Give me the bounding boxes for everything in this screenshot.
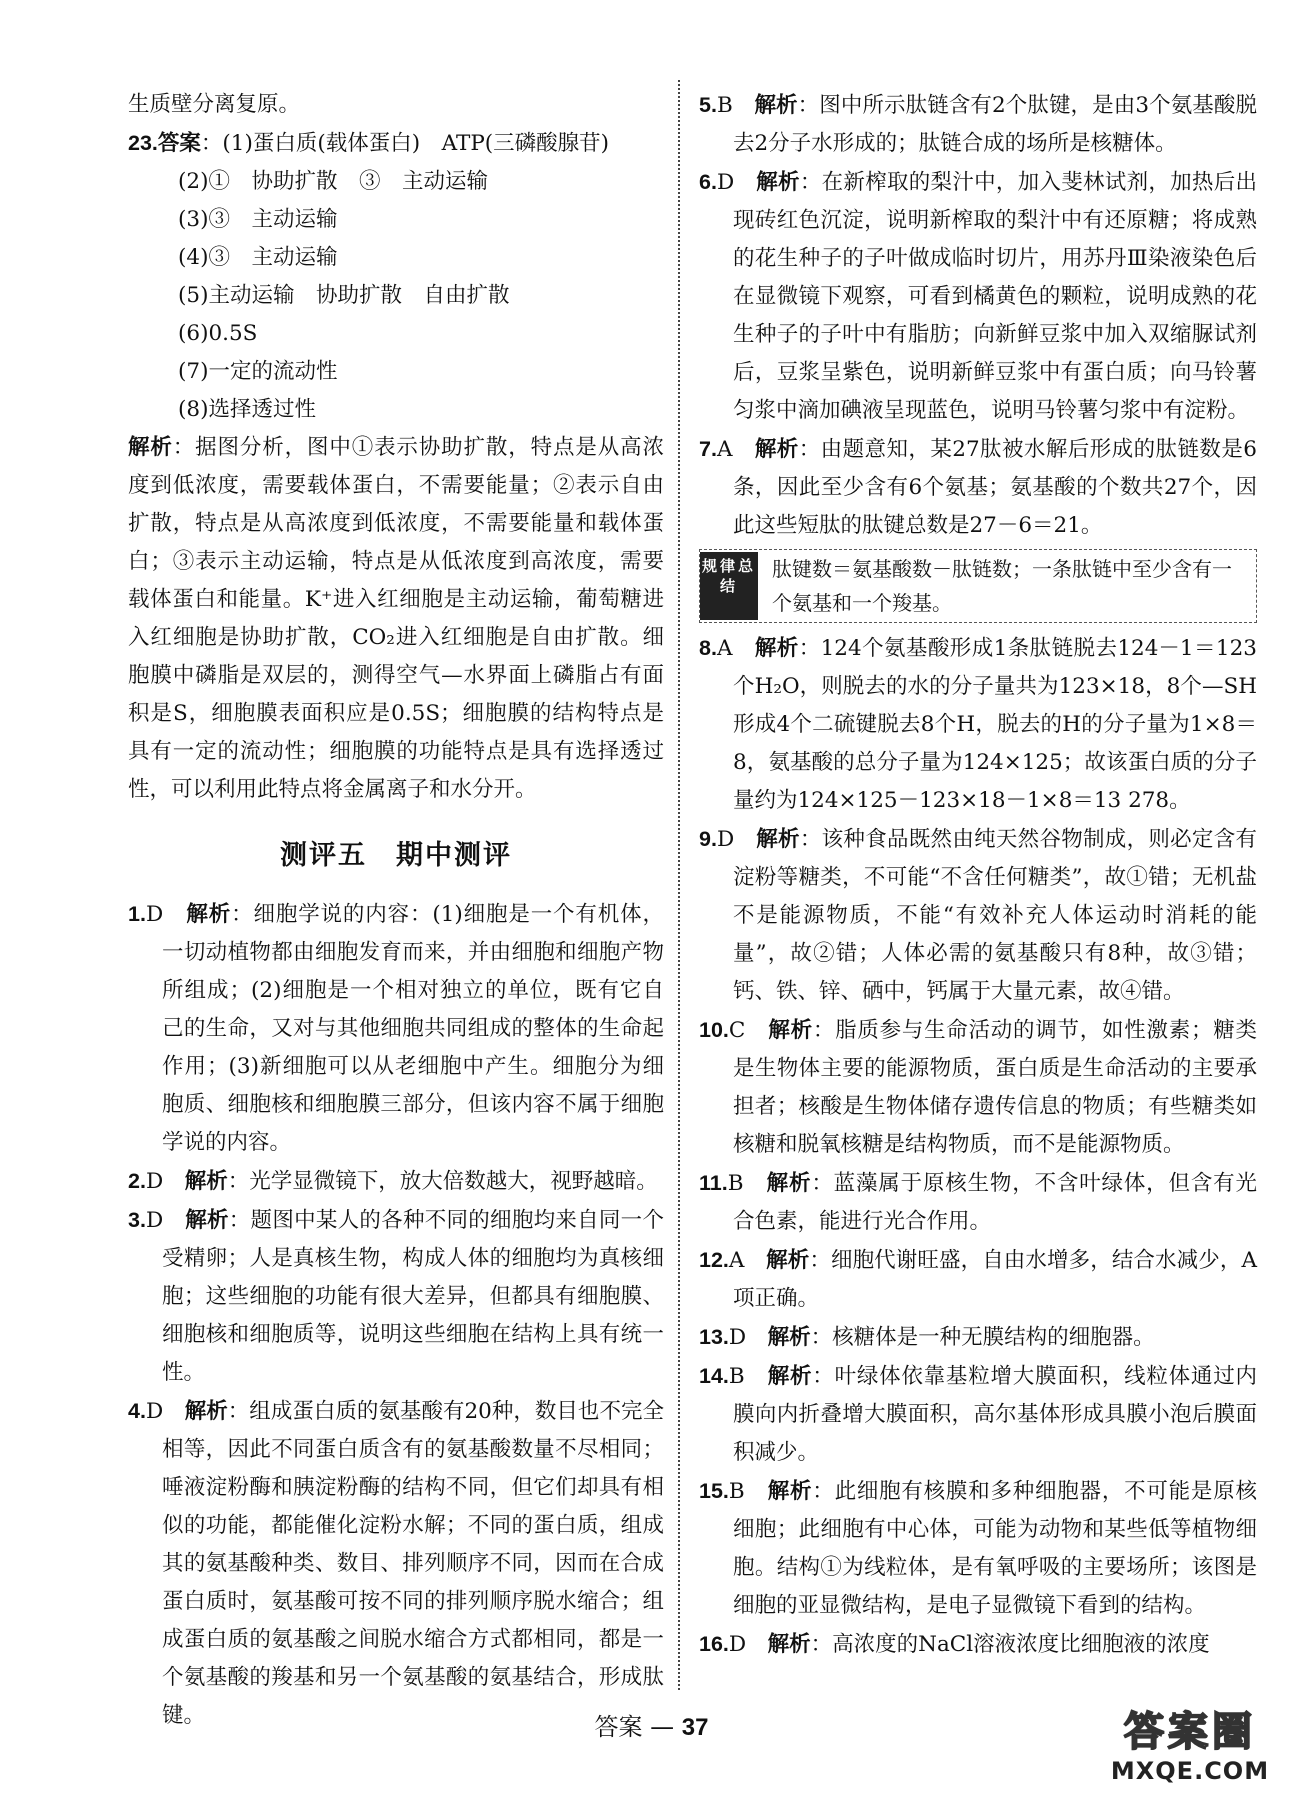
answer-item-5: 5.B 解析：图中所示肽链含有2个肽键，是由3个氨基酸脱去2分子水形成的；肽链合成的场所是核糖体。 — [699, 93, 1257, 156]
watermark-title: 答案圈 — [1124, 1709, 1256, 1755]
answer-item-4: 4.D 解析：组成蛋白质的氨基酸有20种，数目也不完全相等，因此不同蛋白质含有的氨基酸数量不尽相同；唾液淀粉酶和胰淀粉酶的结构不同，但它们却具有相似的功能，都能催化淀粉水解；不同的蛋白质，组成其的氨基酸种类、数目、排列顺序不同，因而在合成蛋白质时，氨基酸可按不同的排列顺序脱水缩合；组成蛋白质的氨基酸之间脱水缩合方式都相同，都是一个氨基酸的羧基和另一个氨基酸的氨基结合，形成肽键。 — [128, 1399, 664, 1728]
answer-item-16: 16.D 解析：高浓度的NaCl溶液浓度比细胞液的浓度 — [699, 1632, 1210, 1657]
answer-item: (5)主动运输 协助扩散 自由扩散 — [178, 283, 510, 308]
question-number: 23. — [128, 131, 158, 155]
answer-item-14: 14.B 解析：叶绿体依靠基粒增大膜面积，线粒体通过内膜向内折叠增大膜面积，高尔基体形成具膜小泡后膜面积减少。 — [699, 1364, 1257, 1465]
watermark-logo — [1085, 1708, 1295, 1794]
rule-summary-box — [699, 549, 1257, 623]
rule-summary-badge: 规律总结 — [700, 552, 758, 620]
answer-item-9: 9.D 解析：该种食品既然由纯天然谷物制成，则必定含有淀粉等糖类，不可能“不含任何糖类”，故①错；无机盐不是能源物质，不能“有效补充人体运动时消耗的能量”，故②错；人体必需的氨基酸只有8种，故③错；钙、铁、锌、硒中，钙属于大量元素，故④错。 — [699, 827, 1257, 1004]
answer-item-8: 8.A 解析：124个氨基酸形成1条肽链脱去124－1＝123个H₂O，则脱去的水的分子量共为123×18，8个—SH形成4个二硫键脱去8个H，脱去的H的分子量为1×8＝8，氨基酸的总分子量为124×125；故该蛋白质的分子量约为124×125－123×18－1×8＝13 278。 — [699, 636, 1257, 813]
answer-item-15: 15.B 解析：此细胞有核膜和多种细胞器，不可能是原核细胞；此细胞有中心体，可能为动物和某些低等植物细胞。结构①为线粒体，是有氧呼吸的主要场所；该图是细胞的亚显微结构，是电子显微镜下看到的结构。 — [699, 1479, 1257, 1618]
answer-item-1: 1.D 解析：细胞学说的内容：(1)细胞是一个有机体，一切动植物都由细胞发育而来，并由细胞和细胞产物所组成；(2)细胞是一个相对独立的单位，既有它自己的生命，又对与其他细胞共同组成的整体的生命起作用；(3)新细胞可以从老细胞中产生。细胞分为细胞质、细胞核和细胞膜三部分，但该内容不属于细胞学说的内容。 — [128, 902, 664, 1155]
footer-label: 答案 — — [594, 1713, 675, 1741]
section-title: 测评五 期中测评 — [280, 840, 512, 871]
rule-summary-text: 肽键数＝氨基酸数－肽链数；一条肽链中至少含有一个氨基和一个羧基。 — [772, 557, 1232, 615]
answer-items — [128, 163, 664, 429]
answer-item: (4)③ 主动运输 — [178, 245, 338, 270]
answer-item: (2)① 协助扩散 ③ 主动运输 — [178, 169, 488, 194]
answer-item-3: 3.D 解析：题图中某人的各种不同的细胞均来自同一个受精卵；人是真核生物，构成人体的细胞均为真核细胞；这些细胞的功能有很大差异，但都具有细胞膜、细胞核和细胞质等，说明这些细胞在结构上具有统一性。 — [128, 1208, 664, 1385]
answer-item-12: 12.A 解析：细胞代谢旺盛，自由水增多，结合水减少，A项正确。 — [699, 1248, 1257, 1311]
answer-item-10: 10.C 解析：脂质参与生命活动的调节，如性激素；糖类是生物体主要的能源物质，蛋白质是生命活动的主要承担者；核酸是生物体储存遗传信息的物质；有些糖类如核糖和脱氧核糖是结构物质，而不是能源物质。 — [699, 1018, 1257, 1157]
analysis-23 — [128, 429, 664, 809]
answer-item: (8)选择透过性 — [178, 397, 316, 422]
carry-over-text: 生质壁分离复原。 — [128, 92, 301, 117]
question-23 — [128, 124, 664, 163]
answer-item-11: 11.B 解析：蓝藻属于原核生物，不含叶绿体，但含有光合色素，能进行光合作用。 — [699, 1171, 1257, 1234]
answer-item: (6)0.5S — [178, 321, 258, 346]
column-divider — [678, 80, 680, 1690]
answer-item-7: 7.A 解析：由题意知，某27肽被水解后形成的肽链数是6条，因此至少含有6个氨基；氨基酸的个数共27个，因此这些短肽的肽键总数是27－6＝21。 — [699, 437, 1257, 538]
answer-item-13: 13.D 解析：核糖体是一种无膜结构的细胞器。 — [699, 1325, 1155, 1350]
right-column — [699, 86, 1257, 1664]
answer-item-6: 6.D 解析：在新榨取的梨汁中，加入斐林试剂，加热后出现砖红色沉淀，说明新榨取的梨汁中有还原糖；将成熟的花生种子的子叶做成临时切片，用苏丹Ⅲ染液染色后在显微镜下观察，可看到橘黄色的颗粒，说明成熟的花生种子的子叶中有脂肪；向新鲜豆浆中加入双缩脲试剂后，豆浆呈紫色，说明新鲜豆浆中有蛋白质；向马铃薯匀浆中滴加碘液呈现蓝色，说明马铃薯匀浆中有淀粉。 — [699, 170, 1257, 423]
answer-item: (7)一定的流动性 — [178, 359, 338, 384]
watermark-url: MXQE.COM — [1110, 1757, 1270, 1785]
page-number: 37 — [681, 1714, 709, 1741]
left-column — [128, 86, 664, 1735]
answer-label: 答案 — [157, 131, 201, 156]
answer-first-line: ：(1)蛋白质(载体蛋白) ATP(三磷酸腺苷) — [200, 131, 610, 156]
answer-item-2: 2.D 解析：光学显微镜下，放大倍数越大，视野越暗。 — [128, 1169, 658, 1194]
answer-item: (3)③ 主动运输 — [178, 207, 338, 232]
analysis-label: 解析 — [128, 435, 173, 460]
analysis-text: ：据图分析，图中①表示协助扩散，特点是从高浓度到低浓度，需要载体蛋白，不需要能量；②表示自由扩散，特点是从高浓度到低浓度，不需要能量和载体蛋白；③表示主动运输，特点是从低浓度到高浓度，需要载体蛋白和能量。K⁺进入红细胞是主动运输，葡萄糖进入红细胞是协助扩散，CO₂进入红细胞是自由扩散。细胞膜中磷脂是双层的，测得空气—水界面上磷脂占有面积是S，细胞膜表面积应是0.5S；细胞膜的结构特点是具有一定的流动性；细胞膜的功能特点是具有选择透过性，可以利用此特点将金属离子和水分开。 — [128, 435, 664, 802]
